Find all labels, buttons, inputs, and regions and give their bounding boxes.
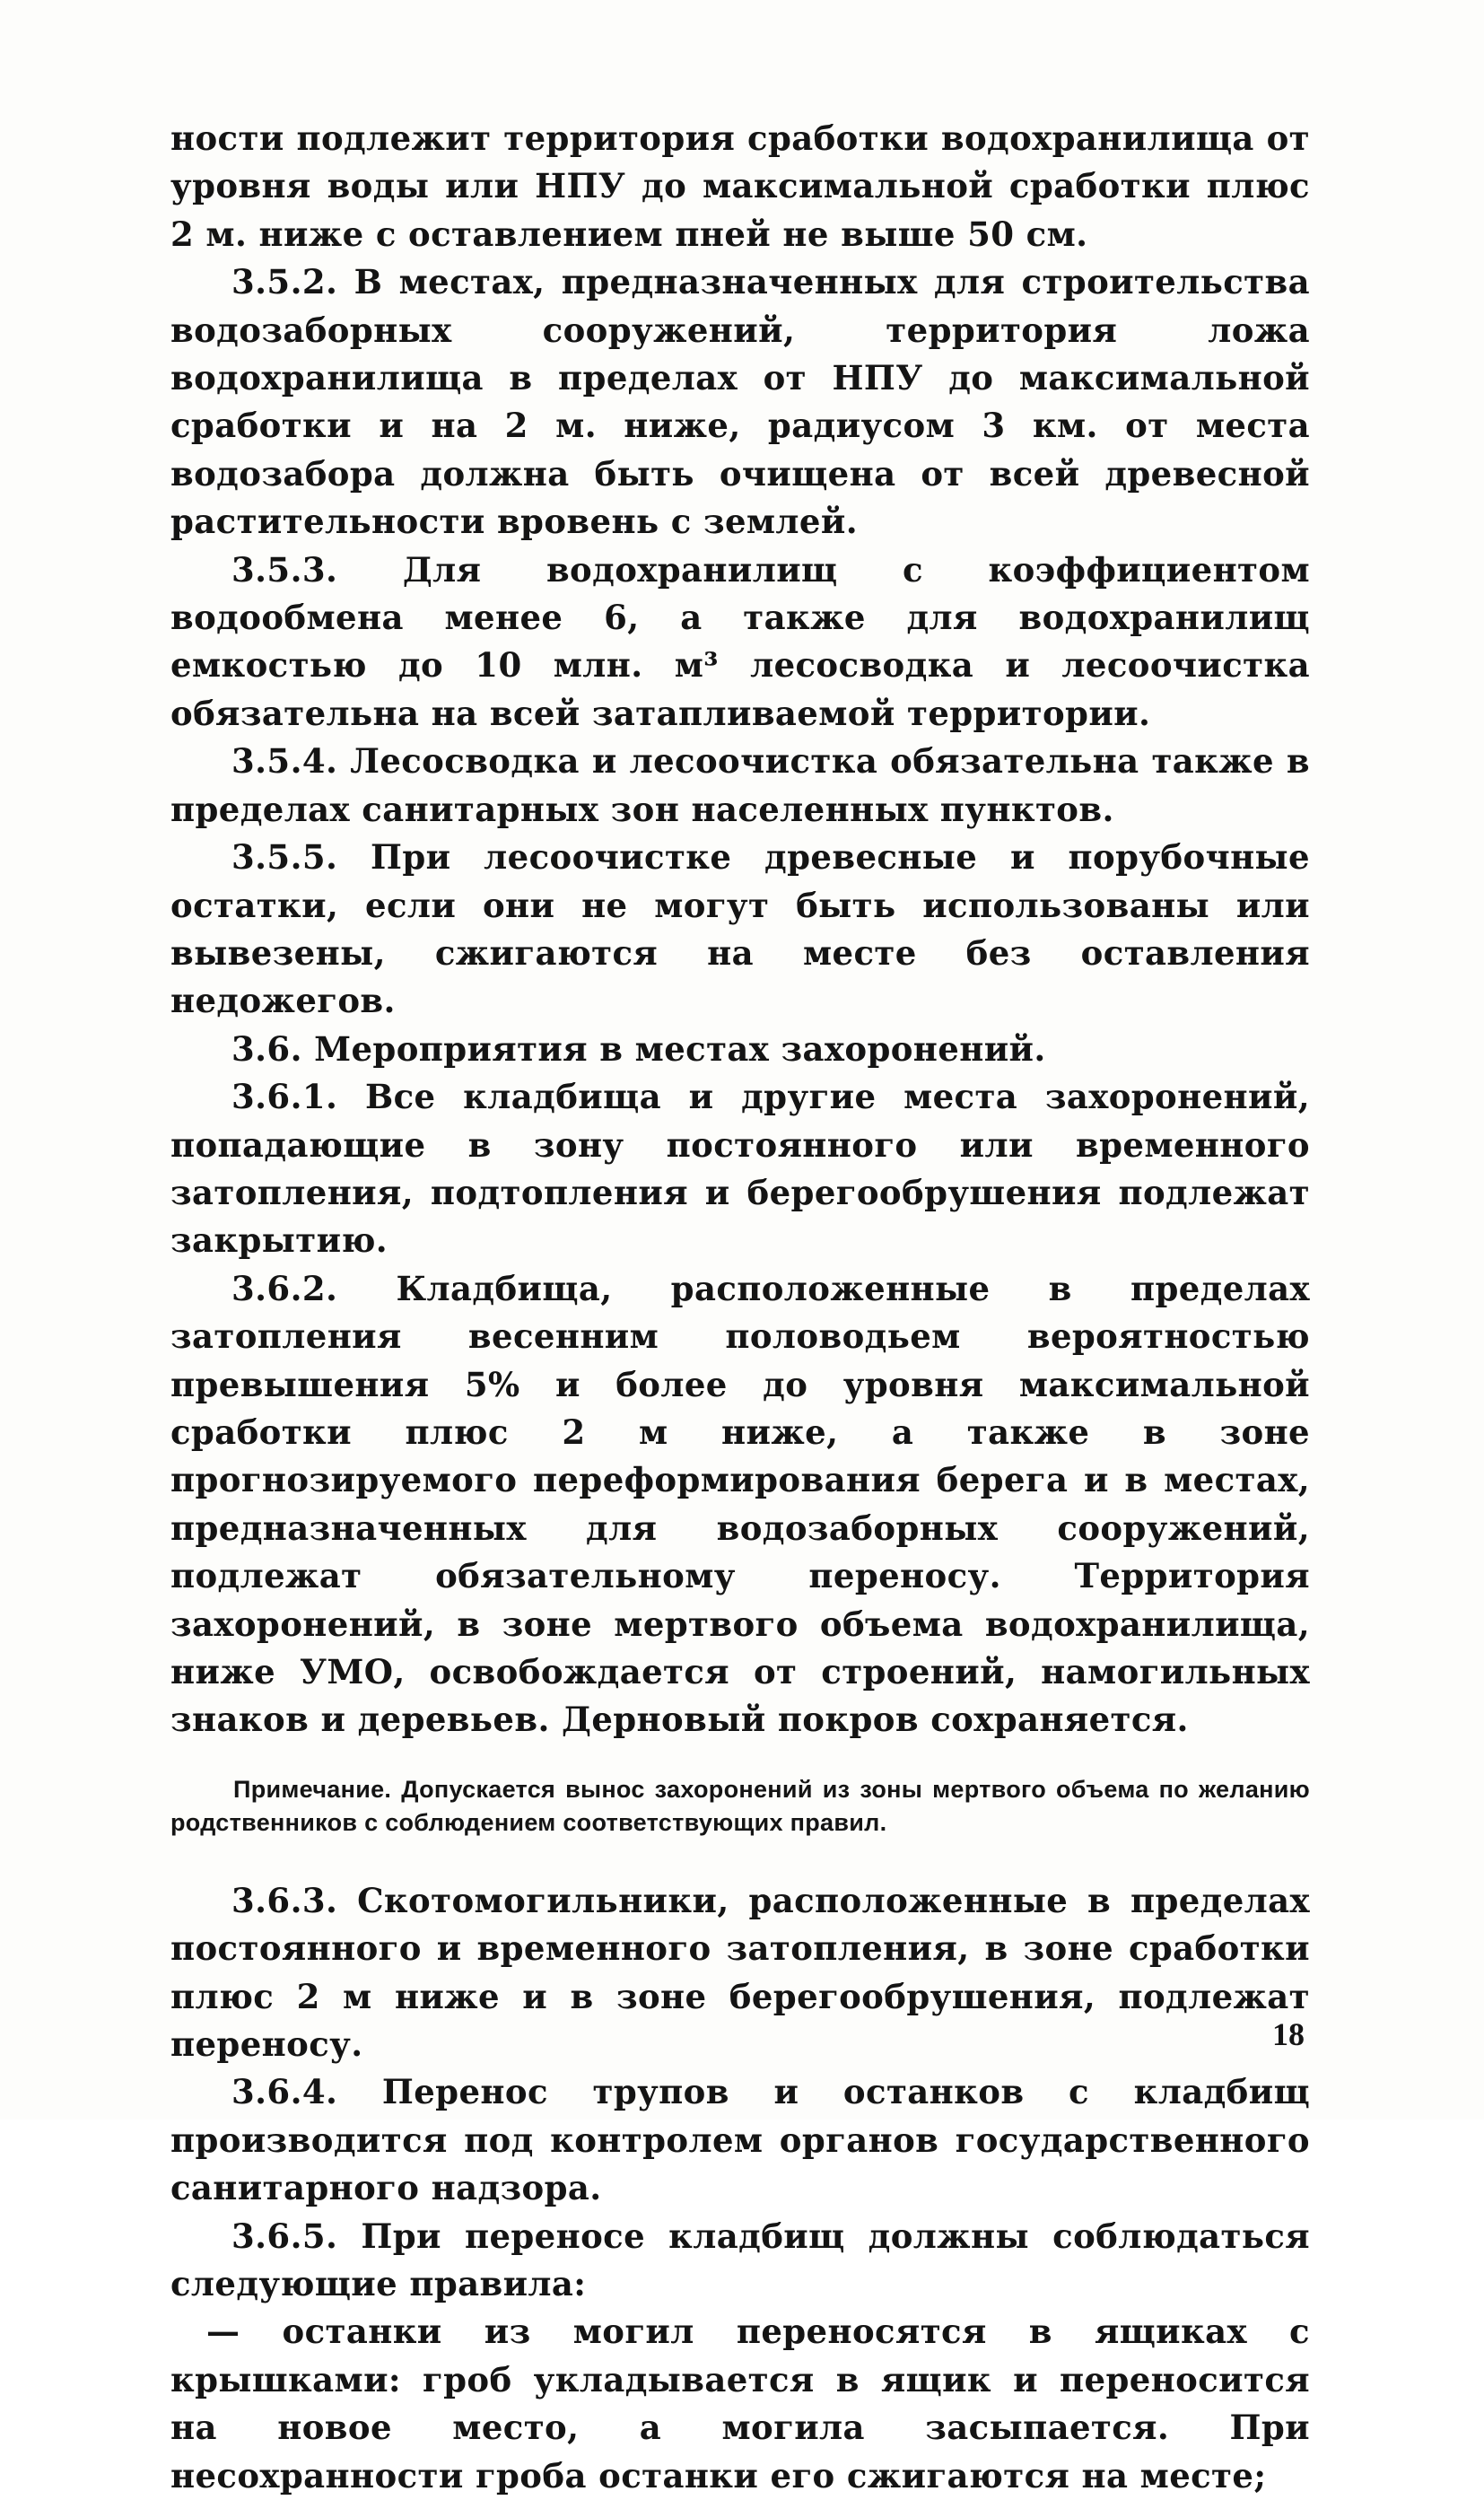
paragraph-3-5-4: 3.5.4. Лесосводка и лесоочистка обязательна также в пределах санитарных зон населенных пунктов. [170, 741, 1310, 829]
note-text: Примечание. Допускается вынос захоронений из зоны мертвого объема по желанию родственников с соблюдением соответствующих правил. [170, 1775, 1310, 1836]
paragraph-3-5-3: 3.5.3. Для водохранилищ с коэффициентом водообмена менее 6, а также для водохранилищ емкостью до 10 млн. м³ лесосводка и лесоочистка обязательна на всей затапливаемой территории. [170, 549, 1310, 733]
paragraph-3-6-1: 3.6.1. Все кладбища и другие места захоронений, попадающие в зону постоянного или временного затопления, подтопления и берегообрушения подлежат закрытию. [170, 1077, 1310, 1261]
list-item-dash: — останки из могил переносятся в ящиках с крышками: гроб укладывается в ящик и переносится на новое место, а могила засыпается. При несохранности гроба останки его сжигаются на месте; [170, 2312, 1310, 2496]
paragraph-3-5-5: 3.5.5. При лесоочистке древесные и порубочные остатки, если они не могут быть использованы или вывезены, сжигаются на месте без оставления недожегов. [170, 837, 1310, 1021]
document-body [170, 115, 1310, 2500]
paragraph-3-5-2: 3.5.2. В местах, предназначенных для строительства водозаборных сооружений, территория ложа водохранилища в пределах от НПУ до максимальной сработки и на 2 м. ниже, радиусом 3 км. от места водозабора должна быть очищена от всей древесной растительности вровень с землей. [170, 262, 1310, 542]
paragraph-3-6-4: 3.6.4. Перенос трупов и останков с кладбищ производится под контролем органов государственного санитарного надзора. [170, 2072, 1310, 2208]
paragraph-3-6-3: 3.6.3. Скотомогильники, расположенные в пределах постоянного и временного затопления, в зоне сработки плюс 2 м ниже и в зоне берегообрушения, подлежат переносу. [170, 1880, 1310, 2065]
section-heading-3-6: 3.6. Мероприятия в местах захоронений. [231, 1028, 1046, 1069]
paragraph-3-6-5: 3.6.5. При переносе кладбищ должны соблюдаться следующие правила: [170, 2216, 1310, 2304]
page-number: 18 [1272, 2016, 1305, 2052]
paragraph-3-6-2: 3.6.2. Кладбища, расположенные в пределах затопления весенним половодьем вероятностью превышения 5% и более до уровня максимальной сработки плюс 2 м ниже, а также в зоне прогнозируемого переформирования берега и в местах, предназначенных для водозаборных сооружений, подлежат обязательному переносу. Территория захоронений, в зоне мертвого объема водохранилища, ниже УМО, освобождается от строений, намогильных знаков и деревьев. Дерновый покров сохраняется. [170, 1268, 1310, 1740]
paragraph-continuation: ности подлежит территория сработки водохранилища от уровня воды или НПУ до максимальной сработки плюс 2 м. ниже с оставлением пней не выше 50 см. [170, 118, 1310, 254]
